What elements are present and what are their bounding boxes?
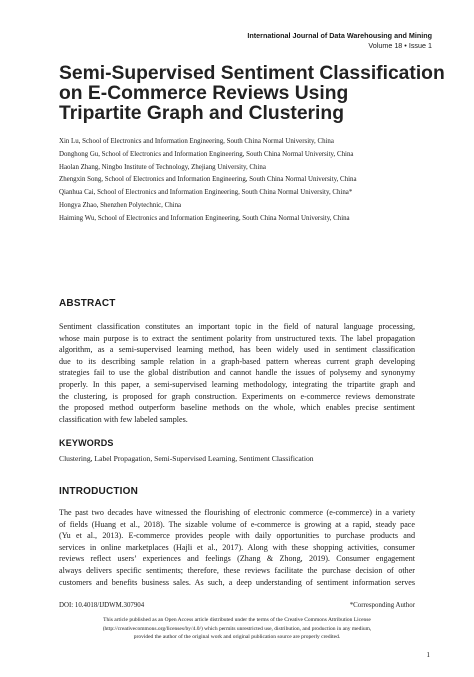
author-affiliation: Donghong Gu, School of Electronics and Information Engineering, South China Normal University, China — [59, 150, 354, 158]
author-affiliation: Qianhua Cai, School of Electronics and Information Engineering, South China Normal University, China* — [59, 189, 353, 197]
introduction-line: services in online marketplaces (Hajli et al., 2017). Along with these shopping activities, consumer — [59, 542, 415, 552]
abstract-line: the clustering, is proposed for graph construction. Experiments on e-commerce reviews demonstrate — [59, 391, 415, 401]
introduction-line: (Yu et al., 2013). E-commerce provides people with daily opportunities to purchase products and — [59, 531, 415, 541]
introduction-line: reviews reflect users’ experiences and feelings (Zhang & Zhong, 2019). Consumer engagement — [59, 554, 415, 564]
keywords-text: Clustering, Label Propagation, Semi-Supervised Learning, Sentiment Classification — [59, 454, 314, 463]
journal-issue: Volume 18 • Issue 1 — [368, 40, 432, 50]
abstract-line: strategies fail to use the global distribution and cannot handle the issues of polysemy and synonymy — [59, 368, 415, 378]
abstract-text — [59, 321, 415, 425]
introduction-line: customers and benefits business sales. As such, a deep understanding of sentiment information serves — [59, 577, 415, 587]
license-notice — [59, 616, 415, 642]
abstract-line: algorithm, as a semi-supervised learning method, has been widely used in sentiment classification — [59, 345, 415, 355]
abstract-line: the proposed method outperform baseline methods on the whole, which enables precise sentiment — [59, 403, 415, 413]
title-line: on E-Commerce Reviews Using — [59, 83, 349, 104]
introduction-line: always delivers specific sentiments; therefore, these reviews facilitate the purchase decision of other — [59, 565, 415, 575]
doi-text: DOI: 10.4018/IJDWM.307904 — [59, 602, 145, 609]
title-line: Semi-Supervised Sentiment Classification — [59, 63, 445, 84]
introduction-line: of fields (Huang et al., 2018). The sizable volume of e-commerce is growing at a rapid, steady pace — [59, 519, 415, 529]
author-affiliation: Zhengxin Song, School of Electronics and Information Engineering, South China Normal University, China — [59, 176, 357, 184]
author-affiliation: Haolan Zhang, Ningbo Institute of Technology, Zhejiang University, China — [59, 163, 266, 171]
license-line: This article published as an Open Access article distributed under the terms of the Creative Commons Attribution License — [103, 617, 371, 623]
author-affiliation: Xin Lu, School of Electronics and Information Engineering, South China Normal University, China — [59, 138, 334, 145]
page-number: 1 — [426, 651, 430, 659]
abstract-line: due to its describing sample relation in a graph-based pattern whereas current graph developing — [59, 356, 415, 366]
introduction-line: The past two decades have witnessed the flourishing of electronic commerce (e-commerce) in a variety — [59, 508, 415, 517]
author-affiliation: Haiming Wu, School of Electronics and Information Engineering, South China Normal University, China — [59, 214, 350, 222]
journal-name: International Journal of Data Warehousing and Mining — [247, 31, 432, 40]
journal-header — [247, 31, 432, 50]
abstract-line: Sentiment classification constitutes an important topic in the field of natural language processing, — [59, 322, 415, 331]
introduction-text — [59, 507, 415, 588]
abstract-line: whose main purpose is to extract the sentiment polarity from unstructured texts. The label propagation — [59, 333, 415, 343]
abstract-line: properly. In this paper, a semi-supervised learning methodology, integrating the tripartite graph and — [59, 379, 415, 389]
keywords-heading: KEYWORDS — [59, 438, 114, 448]
author-affiliation: Hongya Zhao, Shenzhen Polytechnic, China — [59, 201, 182, 209]
abstract-line: classification with few labeled samples. — [59, 414, 188, 424]
license-line: provided the author of the original work and original publication source are properly credited. — [133, 634, 341, 641]
paper-title — [59, 63, 445, 124]
abstract-heading: ABSTRACT — [59, 298, 116, 309]
license-line: (http://creativecommons.org/licenses/by/4.0/) which permits unrestricted use, distribution, and production in any medium, — [102, 625, 372, 632]
title-line: Tripartite Graph and Clustering — [59, 103, 344, 124]
corresponding-author-note: *Corresponding Author — [349, 602, 415, 609]
introduction-heading: INTRODUCTION — [59, 486, 139, 497]
author-list — [59, 136, 357, 226]
